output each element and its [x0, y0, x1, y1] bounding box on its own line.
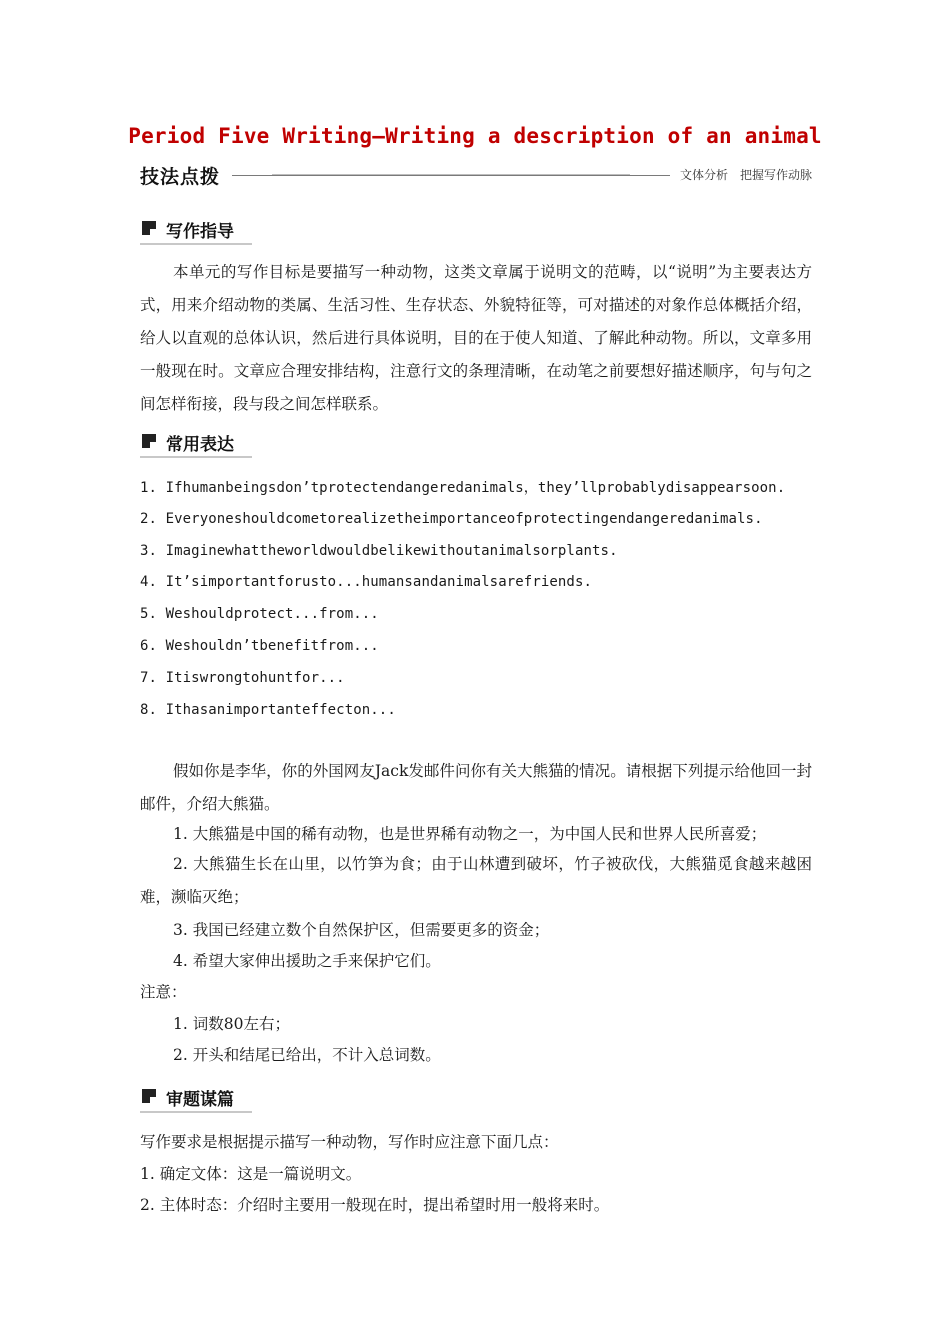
section-square-icon	[142, 1089, 156, 1103]
note-item: 1. 词数80左右；	[173, 1015, 290, 1033]
task-point: 3. 我国已经建立数个自然保护区，但需要更多的资金；	[173, 921, 550, 939]
section-header-analysis	[140, 1084, 252, 1108]
expression-item: 2. Everyoneshouldcometorealizetheimportanceofprotectingendangeredanimals.	[140, 511, 763, 527]
expression-item: 1. Ifhumanbeingsdon’tprotectendangeredanimals，they’llprobablydisappearsoon.	[140, 480, 786, 496]
note-label: 注意：	[140, 983, 187, 1001]
note-item: 2. 开头和结尾已给出，不计入总词数。	[173, 1046, 441, 1064]
analysis-item: 1. 确定文体：这是一篇说明文。	[140, 1165, 362, 1183]
section-square-icon	[142, 434, 156, 448]
expression-item: 3. Imaginewhattheworldwouldbelikewithoutanimalsorplants.	[140, 543, 618, 559]
section-label: 常用表达	[166, 435, 234, 455]
section-label: 写作指导	[166, 222, 234, 242]
section-underline	[140, 243, 252, 245]
section-label: 审题谋篇	[166, 1090, 234, 1110]
section-underline	[140, 1111, 252, 1113]
expression-item: 4. It’simportantforusto...humansandanimalsarefriends.	[140, 574, 593, 590]
banner-subtitle: 文体分析 把握写作动脉	[679, 168, 812, 182]
page-title: Period Five Writing—Writing a description of an animal	[128, 124, 822, 148]
analysis-intro: 写作要求是根据提示描写一种动物，写作时应注意下面几点：	[140, 1133, 559, 1151]
task-point: 1. 大熊猫是中国的稀有动物，也是世界稀有动物之一，为中国人民和世界人民所喜爱；	[173, 825, 767, 843]
task-point: 2. 大熊猫生长在山里，以竹笋为食；由于山林遭到破坏，竹子被砍伐，大熊猫觅食越来越困难，濒临灭绝；	[140, 855, 812, 906]
banner-title: 技法点拨	[140, 166, 221, 188]
expression-item: 6. Weshouldn’tbenefitfrom...	[140, 638, 379, 654]
section-header-guide	[140, 216, 252, 240]
section-underline	[140, 456, 252, 458]
section-square-icon	[142, 221, 156, 235]
banner-divider	[232, 175, 670, 176]
section-header-expressions	[140, 429, 252, 453]
expression-item: 7. Itiswrongtohuntfor...	[140, 670, 345, 686]
analysis-item: 2. 主体时态：介绍时主要用一般现在时，提出希望时用一般将来时。	[140, 1196, 610, 1214]
guide-paragraph: 本单元的写作目标是要描写一种动物，这类文章属于说明文的范畴，以“说明”为主要表达方式，用来介绍动物的类属、生活习性、生存状态、外貌特征等，可对描述的对象作总体概括介绍，给人以直观的总体认识，然后进行具体说明，目的在于使人知道、了解此种动物。所以，文章多用一般现在时。文章应合理安排结构，注意行文的条理清晰，在动笔之前要想好描述顺序，句与句之间怎样衔接，段与段之间怎样联系。	[140, 263, 812, 413]
task-point: 4. 希望大家伸出援助之手来保护它们。	[173, 952, 441, 970]
expression-item: 5. Weshouldprotect...from...	[140, 606, 379, 622]
task-intro: 假如你是李华，你的外国网友Jack发邮件问你有关大熊猫的情况。请根据下列提示给他回一封邮件，介绍大熊猫。	[140, 762, 812, 813]
expression-item: 8. Ithasanimportanteffecton...	[140, 702, 396, 718]
section-banner	[140, 160, 812, 190]
